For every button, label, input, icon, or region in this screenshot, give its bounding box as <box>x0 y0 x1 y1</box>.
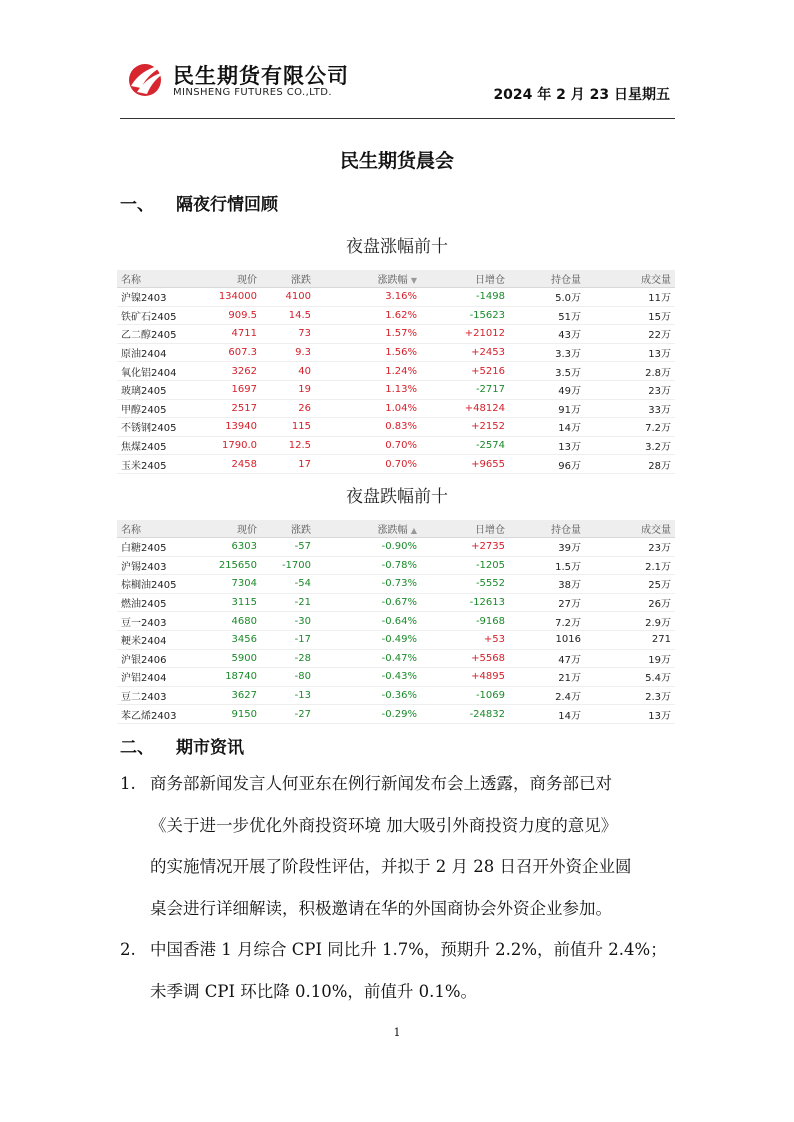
report-date: 2024 年 2 月 23 日星期五 <box>493 87 670 103</box>
cell-price: 4711 <box>209 325 261 344</box>
cell-change: -1700 <box>261 556 315 575</box>
cell-change-pct: 0.70% <box>315 455 421 474</box>
cell-change: 12.5 <box>261 436 315 455</box>
cell-name: 乙二醇2405 <box>117 325 209 344</box>
gain-table <box>117 270 675 474</box>
col-header-change-pct-label: 涨跌幅 <box>377 275 408 286</box>
cell-change-pct: -0.64% <box>315 612 421 631</box>
cell-price: 18740 <box>209 668 261 687</box>
news-line: 的实施情况开展了阶段性评估，并拟于 2 月 28 日召开外资企业圆 <box>150 857 632 876</box>
cell-change-pct: 1.04% <box>315 399 421 418</box>
company-name-cn: 民生期货有限公司 <box>173 64 349 88</box>
cell-price: 6303 <box>209 538 261 557</box>
loss-table-title: 夜盘跌幅前十 <box>346 487 448 507</box>
news-list <box>120 763 680 1012</box>
table-row[interactable] <box>117 306 675 325</box>
cell-oi-change: -2574 <box>421 436 509 455</box>
cell-open-interest: 2.4万 <box>509 686 585 705</box>
col-header-change-pct[interactable] <box>315 270 421 288</box>
cell-open-interest: 91万 <box>509 399 585 418</box>
cell-oi-change: +2735 <box>421 538 509 557</box>
company-name-en: MINSHENG FUTURES CO.,LTD. <box>173 87 332 98</box>
cell-name: 甲醇2405 <box>117 399 209 418</box>
news-item <box>120 763 680 929</box>
cell-open-interest: 49万 <box>509 380 585 399</box>
cell-price: 215650 <box>209 556 261 575</box>
cell-change-pct: -0.49% <box>315 630 421 649</box>
cell-oi-change: -5552 <box>421 575 509 594</box>
col-header-open-interest[interactable]: 持仓量 <box>509 270 585 288</box>
cell-change: -13 <box>261 686 315 705</box>
page-header <box>120 52 675 120</box>
table-row[interactable] <box>117 288 675 307</box>
news-text: 商务部新闻发言人何亚东在例行新闻发布会上透露，商务部已对 <box>150 774 612 793</box>
cell-change: 9.3 <box>261 343 315 362</box>
cell-volume: 22万 <box>585 325 675 344</box>
col-header-open-interest[interactable]: 持仓量 <box>509 520 585 538</box>
table-row[interactable] <box>117 399 675 418</box>
cell-change-pct: -0.73% <box>315 575 421 594</box>
table-row[interactable] <box>117 343 675 362</box>
cell-name: 原油2404 <box>117 343 209 362</box>
cell-open-interest: 1016 <box>509 630 585 649</box>
cell-change-pct: 1.57% <box>315 325 421 344</box>
cell-volume: 3.2万 <box>585 436 675 455</box>
section-heading-news <box>120 733 244 758</box>
cell-change: -17 <box>261 630 315 649</box>
cell-volume: 26万 <box>585 593 675 612</box>
cell-oi-change: +53 <box>421 630 509 649</box>
cell-open-interest: 7.2万 <box>509 612 585 631</box>
cell-volume: 33万 <box>585 399 675 418</box>
table-row[interactable] <box>117 630 675 649</box>
cell-open-interest: 3.5万 <box>509 362 585 381</box>
cell-open-interest: 27万 <box>509 593 585 612</box>
cell-oi-change: +9655 <box>421 455 509 474</box>
table-row[interactable] <box>117 380 675 399</box>
table-row[interactable] <box>117 455 675 474</box>
news-text: 中国香港 1 月综合 CPI 同比升 1.7%，预期升 2.2%，前值升 2.4%； <box>150 940 667 959</box>
col-header-change[interactable]: 涨跌 <box>261 270 315 288</box>
cell-change: -27 <box>261 705 315 724</box>
cell-price: 1697 <box>209 380 261 399</box>
cell-change-pct: 3.16% <box>315 288 421 307</box>
cell-open-interest: 39万 <box>509 538 585 557</box>
company-logo <box>125 56 365 106</box>
cell-price: 3262 <box>209 362 261 381</box>
cell-price: 9150 <box>209 705 261 724</box>
table-row[interactable] <box>117 612 675 631</box>
cell-change: 14.5 <box>261 306 315 325</box>
cell-price: 3115 <box>209 593 261 612</box>
table-row[interactable] <box>117 575 675 594</box>
cell-price: 5900 <box>209 649 261 668</box>
cell-change-pct: 1.13% <box>315 380 421 399</box>
cell-price: 3456 <box>209 630 261 649</box>
section-number: 二、 <box>120 738 154 758</box>
news-line: 桌会进行详细解读，积极邀请在华的外国商协会外资企业参加。 <box>150 898 612 918</box>
cell-change: -28 <box>261 649 315 668</box>
cell-open-interest: 14万 <box>509 705 585 724</box>
cell-volume: 5.4万 <box>585 668 675 687</box>
cell-volume: 23万 <box>585 538 675 557</box>
table-row[interactable] <box>117 325 675 344</box>
cell-price: 2458 <box>209 455 261 474</box>
section-heading-overnight <box>120 190 278 215</box>
cell-volume: 2.9万 <box>585 612 675 631</box>
cell-name: 苯乙烯2403 <box>117 705 209 724</box>
table-row[interactable] <box>117 686 675 705</box>
cell-oi-change: -1205 <box>421 556 509 575</box>
cell-volume: 13万 <box>585 705 675 724</box>
cell-change: 19 <box>261 380 315 399</box>
cell-price: 2517 <box>209 399 261 418</box>
col-header-change[interactable]: 涨跌 <box>261 520 315 538</box>
cell-volume: 15万 <box>585 306 675 325</box>
cell-oi-change: -1498 <box>421 288 509 307</box>
cell-name: 沪锡2403 <box>117 556 209 575</box>
cell-oi-change: +5568 <box>421 649 509 668</box>
cell-name: 粳米2404 <box>117 630 209 649</box>
cell-oi-change: +4895 <box>421 668 509 687</box>
cell-change: 73 <box>261 325 315 344</box>
table-row[interactable] <box>117 556 675 575</box>
cell-open-interest: 51万 <box>509 306 585 325</box>
cell-name: 不锈钢2405 <box>117 418 209 437</box>
table-row[interactable] <box>117 705 675 724</box>
cell-change-pct: 1.24% <box>315 362 421 381</box>
cell-oi-change: +21012 <box>421 325 509 344</box>
cell-change: 17 <box>261 455 315 474</box>
cell-oi-change: +2152 <box>421 418 509 437</box>
cell-change: 115 <box>261 418 315 437</box>
table-row[interactable] <box>117 668 675 687</box>
cell-change-pct: -0.78% <box>315 556 421 575</box>
cell-change-pct: 1.56% <box>315 343 421 362</box>
news-item <box>120 929 680 1012</box>
table-row[interactable] <box>117 362 675 381</box>
cell-change-pct: -0.43% <box>315 668 421 687</box>
col-header-name[interactable]: 名称 <box>117 270 209 288</box>
cell-name: 沪银2406 <box>117 649 209 668</box>
cell-volume: 271 <box>585 630 675 649</box>
cell-name: 沪铝2404 <box>117 668 209 687</box>
cell-change: 26 <box>261 399 315 418</box>
cell-change: -30 <box>261 612 315 631</box>
news-line <box>120 763 680 805</box>
col-header-oi-change[interactable]: 日增仓 <box>421 270 509 288</box>
cell-volume: 25万 <box>585 575 675 594</box>
cell-price: 4680 <box>209 612 261 631</box>
section-label: 期市资讯 <box>176 738 244 758</box>
header-divider <box>120 118 675 119</box>
cell-oi-change: -12613 <box>421 593 509 612</box>
col-header-volume[interactable]: 成交量 <box>585 270 675 288</box>
cell-open-interest: 13万 <box>509 436 585 455</box>
table-row[interactable] <box>117 436 675 455</box>
table-header-row <box>117 520 675 538</box>
cell-price: 134000 <box>209 288 261 307</box>
table-row[interactable] <box>117 593 675 612</box>
cell-change: -57 <box>261 538 315 557</box>
cell-change-pct: 1.62% <box>315 306 421 325</box>
cell-name: 燃油2405 <box>117 593 209 612</box>
cell-oi-change: +48124 <box>421 399 509 418</box>
cell-name: 玉米2405 <box>117 455 209 474</box>
cell-price: 909.5 <box>209 306 261 325</box>
cell-oi-change: -15623 <box>421 306 509 325</box>
cell-volume: 13万 <box>585 343 675 362</box>
cell-change-pct: -0.36% <box>315 686 421 705</box>
table-row[interactable] <box>117 649 675 668</box>
cell-oi-change: +2453 <box>421 343 509 362</box>
cell-oi-change: -24832 <box>421 705 509 724</box>
minsheng-logo-icon <box>125 56 169 100</box>
sort-desc-icon: ▼ <box>410 276 417 285</box>
cell-name: 棕榈油2405 <box>117 575 209 594</box>
cell-change-pct: -0.67% <box>315 593 421 612</box>
col-header-price[interactable]: 现价 <box>209 270 261 288</box>
cell-price: 13940 <box>209 418 261 437</box>
cell-open-interest: 3.3万 <box>509 343 585 362</box>
cell-change: -21 <box>261 593 315 612</box>
news-line: 未季调 CPI 环比降 0.10%，前值升 0.1%。 <box>150 981 478 1001</box>
col-header-volume[interactable]: 成交量 <box>585 520 675 538</box>
cell-name: 铁矿石2405 <box>117 306 209 325</box>
cell-volume: 28万 <box>585 455 675 474</box>
cell-volume: 2.8万 <box>585 362 675 381</box>
cell-change-pct: 0.70% <box>315 436 421 455</box>
section-number: 一、 <box>120 195 154 215</box>
cell-open-interest: 38万 <box>509 575 585 594</box>
cell-name: 玻璃2405 <box>117 380 209 399</box>
cell-name: 豆二2403 <box>117 686 209 705</box>
gain-table-title: 夜盘涨幅前十 <box>346 237 448 257</box>
news-line <box>120 929 680 971</box>
section-label: 隔夜行情回顾 <box>176 195 278 215</box>
col-header-change-pct-label: 涨跌幅 <box>377 525 408 536</box>
col-header-price[interactable]: 现价 <box>209 520 261 538</box>
page-title: 民生期货晨会 <box>339 150 454 172</box>
cell-volume: 23万 <box>585 380 675 399</box>
cell-price: 7304 <box>209 575 261 594</box>
cell-change-pct: 0.83% <box>315 418 421 437</box>
table-row[interactable] <box>117 538 675 557</box>
cell-name: 氧化铝2404 <box>117 362 209 381</box>
news-line: 《关于进一步优化外商投资环境 加大吸引外商投资力度的意见》 <box>150 815 618 835</box>
cell-open-interest: 21万 <box>509 668 585 687</box>
cell-volume: 11万 <box>585 288 675 307</box>
cell-oi-change: -2717 <box>421 380 509 399</box>
cell-change-pct: -0.90% <box>315 538 421 557</box>
cell-change: -80 <box>261 668 315 687</box>
cell-name: 焦煤2405 <box>117 436 209 455</box>
loss-table <box>117 520 675 724</box>
cell-open-interest: 96万 <box>509 455 585 474</box>
cell-price: 607.3 <box>209 343 261 362</box>
cell-change-pct: -0.47% <box>315 649 421 668</box>
cell-open-interest: 47万 <box>509 649 585 668</box>
table-header-row <box>117 270 675 288</box>
cell-open-interest: 5.0万 <box>509 288 585 307</box>
cell-volume: 19万 <box>585 649 675 668</box>
cell-open-interest: 43万 <box>509 325 585 344</box>
cell-price: 1790.0 <box>209 436 261 455</box>
cell-volume: 2.1万 <box>585 556 675 575</box>
cell-open-interest: 1.5万 <box>509 556 585 575</box>
cell-price: 3627 <box>209 686 261 705</box>
cell-oi-change: -9168 <box>421 612 509 631</box>
cell-change: 4100 <box>261 288 315 307</box>
cell-change: -54 <box>261 575 315 594</box>
cell-name: 白糖2405 <box>117 538 209 557</box>
cell-name: 豆一2403 <box>117 612 209 631</box>
cell-change: 40 <box>261 362 315 381</box>
col-header-change-pct[interactable] <box>315 520 421 538</box>
col-header-name[interactable]: 名称 <box>117 520 209 538</box>
cell-volume: 2.3万 <box>585 686 675 705</box>
cell-change-pct: -0.29% <box>315 705 421 724</box>
news-number: 2. <box>120 940 136 959</box>
sort-asc-icon: ▲ <box>410 526 417 535</box>
page-number: 1 <box>393 1026 401 1039</box>
table-row[interactable] <box>117 418 675 437</box>
cell-name: 沪镍2403 <box>117 288 209 307</box>
cell-oi-change: +5216 <box>421 362 509 381</box>
cell-open-interest: 14万 <box>509 418 585 437</box>
cell-oi-change: -1069 <box>421 686 509 705</box>
col-header-oi-change[interactable]: 日增仓 <box>421 520 509 538</box>
cell-volume: 7.2万 <box>585 418 675 437</box>
news-number: 1. <box>120 774 136 793</box>
